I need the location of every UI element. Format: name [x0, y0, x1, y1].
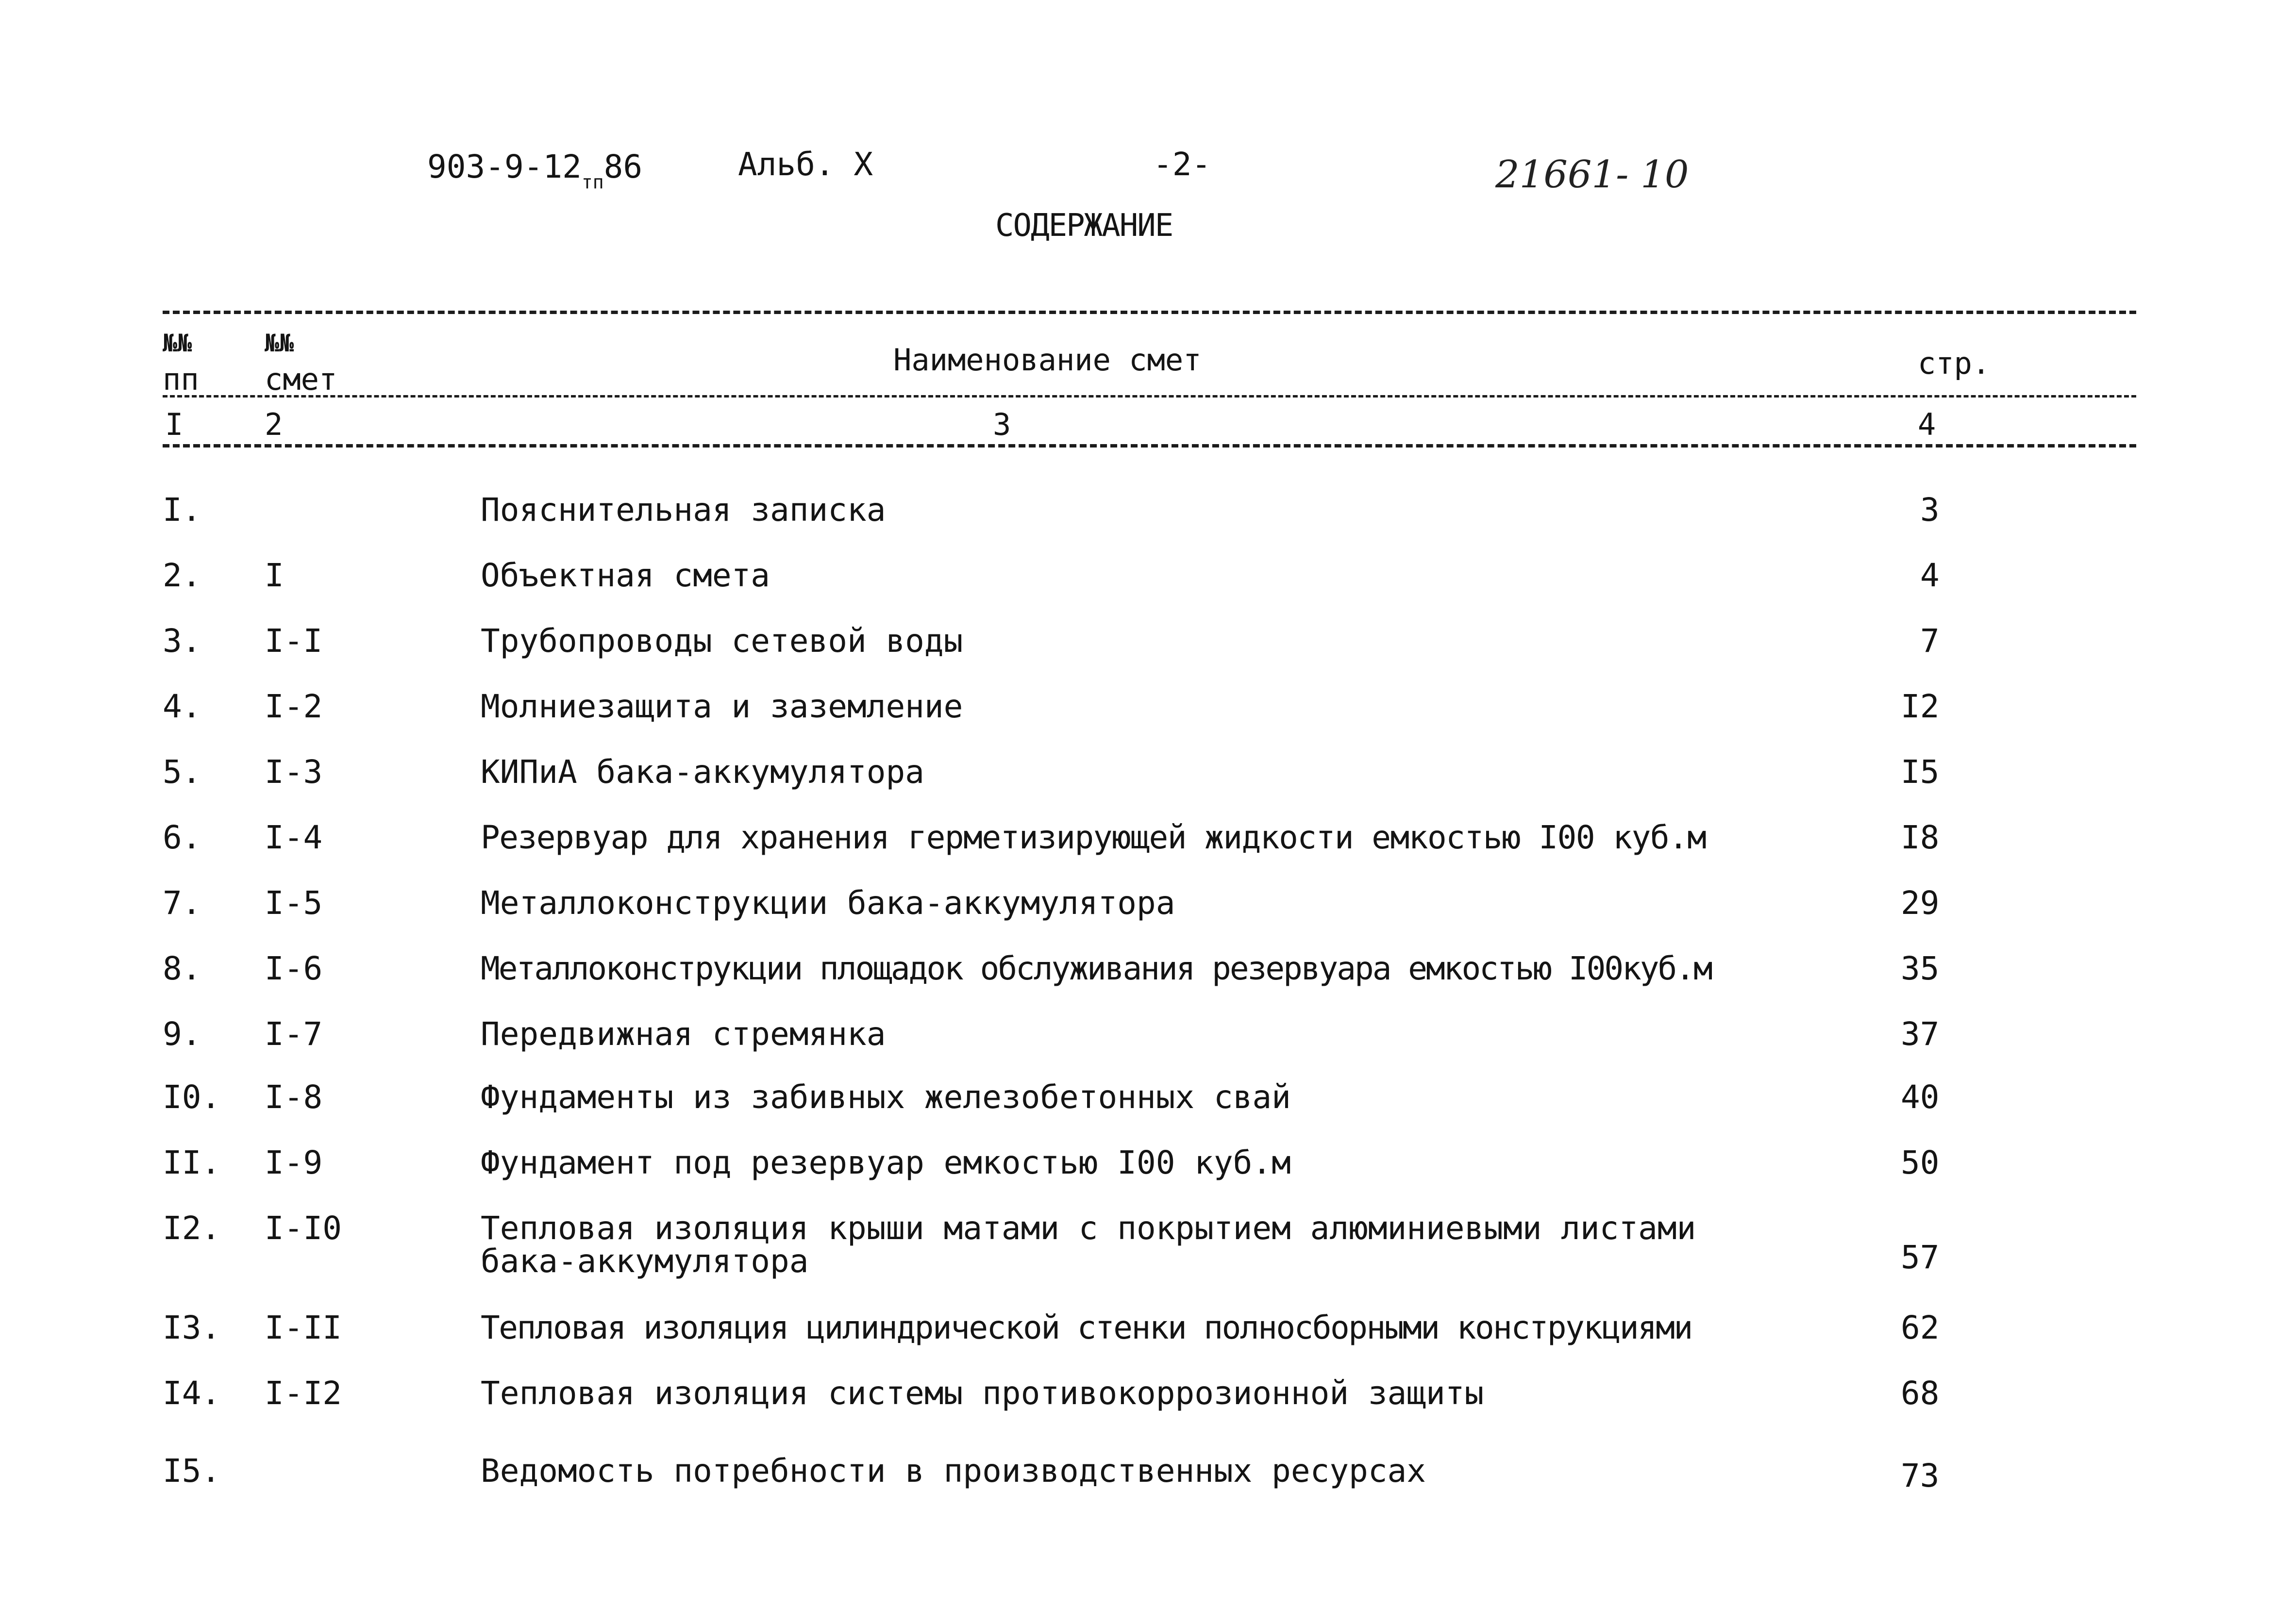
row-number: I4. — [163, 1375, 221, 1412]
table-row — [0, 491, 2277, 529]
page-number: 37 — [1901, 1015, 1940, 1053]
row-number: 5. — [163, 753, 201, 791]
estimate-code: I-I0 — [265, 1210, 342, 1247]
estimate-name: Тепловая изоляция системы противокоррозионной защиты — [481, 1375, 1484, 1412]
document-code-subscript: тп — [581, 171, 604, 193]
estimate-name-continuation: бака-аккумулятора — [481, 1243, 809, 1280]
row-number: I2. — [163, 1210, 221, 1247]
table-header-rule — [163, 395, 2136, 398]
col-header-page: стр. — [1918, 346, 1991, 381]
estimate-name: Фундаменты из забивных железобетонных свай — [481, 1078, 1291, 1116]
estimate-name: Пояснительная записка — [481, 491, 886, 529]
estimate-name: Объектная смета — [481, 557, 770, 594]
table-row — [0, 1375, 2277, 1412]
estimate-code: I-9 — [265, 1144, 323, 1181]
table-row — [0, 1078, 2277, 1116]
estimate-code: I — [265, 557, 284, 594]
estimate-name: Ведомость потребности в производственных ресурсах — [481, 1452, 1426, 1490]
col-number-4: 4 — [1918, 407, 1936, 442]
page-number: 57 — [1901, 1239, 1940, 1276]
estimate-name: Передвижная стремянка — [481, 1015, 886, 1053]
row-number: 7. — [163, 884, 201, 922]
estimate-code: I-3 — [265, 753, 323, 791]
table-row — [0, 1452, 2277, 1494]
album-label: Альб. X — [738, 146, 873, 183]
col-header-code-line2: смет — [265, 362, 337, 397]
table-row — [0, 622, 2277, 660]
page-number: 35 — [1901, 950, 1940, 987]
page-number: 73 — [1901, 1457, 1940, 1494]
estimate-name: КИПиА бака-аккумулятора — [481, 753, 924, 791]
page-title: СОДЕРЖАНИЕ — [995, 208, 1173, 244]
estimate-name: Трубопроводы сетевой воды — [481, 622, 963, 660]
table-colnum-rule — [163, 444, 2136, 447]
table-row — [0, 950, 2277, 987]
page-number: 4 — [1920, 557, 1940, 594]
row-number: I3. — [163, 1309, 221, 1346]
document-code-year: 86 — [603, 148, 643, 185]
page-number: 40 — [1901, 1078, 1940, 1116]
table-row — [0, 1210, 2277, 1297]
page-number: 50 — [1901, 1144, 1940, 1181]
col-header-num-line1: №№ — [163, 329, 192, 357]
col-header-num-line2: пп — [163, 362, 199, 397]
estimate-code: I-II — [265, 1309, 342, 1346]
page-number: 3 — [1920, 491, 1940, 529]
col-number-2: 2 — [265, 407, 283, 442]
estimate-code: I-4 — [265, 819, 323, 856]
row-number: 9. — [163, 1015, 201, 1053]
page-number: I5 — [1901, 753, 1940, 791]
estimate-code: I-5 — [265, 884, 323, 922]
estimate-name: Резервуар для хранения герметизирующей жидкости емкостью I00 куб.м — [481, 819, 1706, 856]
estimate-name: Молниезащита и заземление — [481, 688, 963, 725]
table-top-rule — [163, 311, 2136, 314]
table-row — [0, 557, 2277, 594]
table-row — [0, 688, 2277, 725]
estimate-code: I-I2 — [265, 1375, 342, 1412]
handwritten-inventory-number: 21661- 10 — [1495, 153, 1689, 197]
col-number-3: 3 — [993, 407, 1011, 442]
row-number: 3. — [163, 622, 201, 660]
row-number: 6. — [163, 819, 201, 856]
row-number: 2. — [163, 557, 201, 594]
estimate-code: I-7 — [265, 1015, 323, 1053]
row-number: I5. — [163, 1452, 221, 1490]
page-number: I8 — [1901, 819, 1940, 856]
estimate-code: I-8 — [265, 1078, 323, 1116]
table-row — [0, 1015, 2277, 1053]
page-number: 7 — [1920, 622, 1940, 660]
page-number: I2 — [1901, 688, 1940, 725]
estimate-name: Металлоконструкции бака-аккумулятора — [481, 884, 1175, 922]
estimate-code: I-6 — [265, 950, 323, 987]
row-number: 8. — [163, 950, 201, 987]
table-row — [0, 1144, 2277, 1181]
row-number: II. — [163, 1144, 221, 1181]
row-number: I. — [163, 491, 201, 529]
estimate-code: I-2 — [265, 688, 323, 725]
table-row — [0, 819, 2277, 856]
document-code — [427, 148, 643, 193]
col-number-1: I — [165, 407, 184, 442]
col-header-code-line1: №№ — [265, 329, 294, 357]
page-number: 68 — [1901, 1375, 1940, 1412]
col-header-name: Наименование смет — [893, 342, 1202, 378]
row-number: 4. — [163, 688, 201, 725]
table-row — [0, 753, 2277, 791]
table-row — [0, 1309, 2277, 1346]
page-number: 29 — [1901, 884, 1940, 922]
page-number: 62 — [1901, 1309, 1940, 1346]
estimate-code: I-I — [265, 622, 323, 660]
page-marker: -2- — [1153, 146, 1211, 183]
document-code-main: 903-9-12 — [427, 148, 582, 185]
estimate-name: Фундамент под резервуар емкостью I00 куб.м — [481, 1144, 1291, 1181]
estimate-name: Металлоконструкции площадок обслуживания резервуара емкостью I00куб.м — [481, 950, 1711, 987]
estimate-name: Тепловая изоляция цилиндрической стенки полносборными конструкциями — [481, 1309, 1692, 1346]
estimate-name: Тепловая изоляция крыши матами с покрытием алюминиевыми листами — [481, 1210, 1696, 1247]
table-row — [0, 884, 2277, 922]
row-number: I0. — [163, 1078, 221, 1116]
